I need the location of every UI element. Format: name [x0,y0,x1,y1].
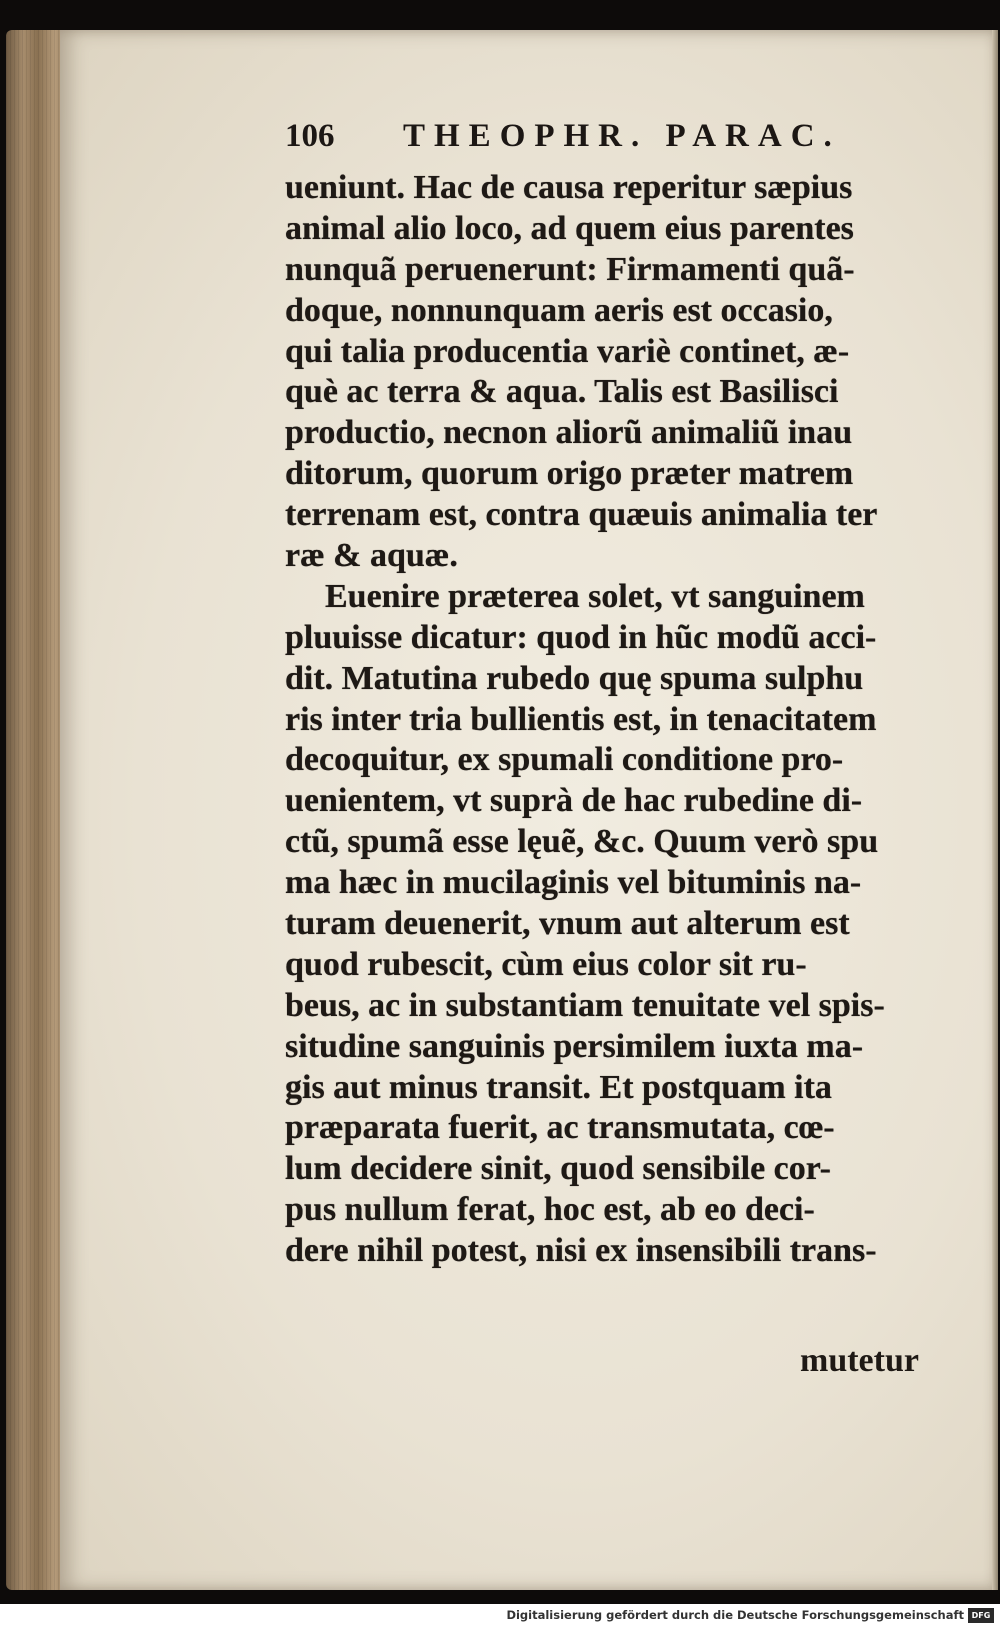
text-line: beus, ac in substantiam tenuitate vel spis- [285,986,885,1024]
text-line: ris inter tria bullientis est, in tenacitatem [285,700,877,738]
catchword: mutetur [800,1342,919,1379]
body-text [285,168,925,1272]
text-line: gis aut minus transit. Et postquam ita [285,1068,832,1106]
text-line: ueniunt. Hac de causa reperitur sæpius [285,169,853,206]
text-line: situdine sanguinis persimilem iuxta ma- [285,1027,864,1065]
text-line: ditorum, quorum origo præter matrem [285,455,854,493]
text-line: uenientem, vt suprà de hac rubedine di- [285,782,863,820]
text-line: lum decidere sinit, quod sensibile cor- [285,1150,831,1188]
dfg-logo-icon: DFG [968,1608,994,1623]
text-line: quod rubescit, cùm eius color sit ru- [285,945,807,983]
digitization-footer [0,1604,1000,1628]
text-line: animal alio loco, ad quem eius parentes [285,209,854,247]
text-line: pluuisse dicatur: quod in hũc modũ acci- [285,618,877,656]
text-line: qui talia producentia variè continet, æ- [285,332,850,370]
running-title: THEOPHR. PARAC. [403,118,841,154]
text-line: præparata fuerit, ac transmutata, cœ- [285,1109,835,1147]
text-line: què ac terra & aqua. Talis est Basilisci [285,373,839,411]
text-line: turam deuenerit, vnum aut alterum est [285,905,850,943]
text-line: decoquitur, ex spumali conditione pro- [285,741,844,779]
page-right-edge [992,30,998,1590]
funding-credit: Digitalisierung gefördert durch die Deutsche Forschungsgemeinschaft [506,1608,964,1622]
text-line: ma hæc in mucilaginis vel bituminis na- [285,864,862,902]
text-line: dit. Matutina rubedo quę spuma sulphu [285,659,864,697]
text-line: productio, necnon aliorũ animaliũ inau [285,414,853,452]
running-head [285,118,905,158]
text-line: doque, nonnunquam aeris est occasio, [285,291,833,329]
text-line: ræ & aquæ. [285,537,458,575]
text-line: dere nihil potest, nisi ex insensibili trans- [285,1232,877,1270]
text-line: terrenam est, contra quæuis animalia ter [285,496,878,534]
text-line: nunquã peruenerunt: Firmamenti quã- [285,250,855,288]
text-line: ctũ, spumã esse lęuẽ, &c. Quum verò spu [285,823,879,861]
paragraph-start-line: Euenire præterea solet, vt sanguinem [325,577,865,615]
text-line: pus nullum ferat, hoc est, ab eo deci- [285,1191,815,1229]
page-number: 106 [285,118,335,154]
